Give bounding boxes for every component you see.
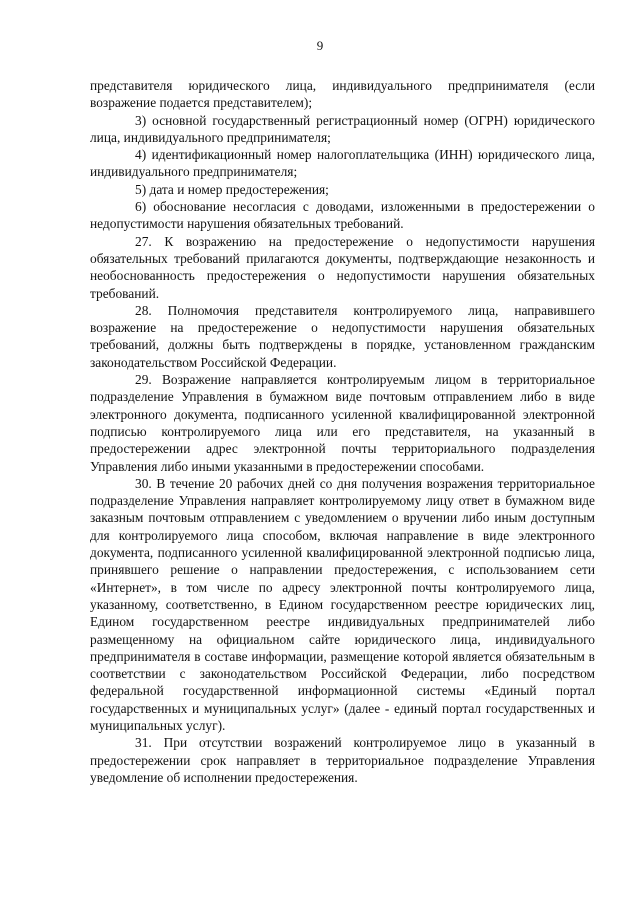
paragraph-item-4: 4) идентификационный номер налогоплательщика (ИНН) юридического лица, индивидуального предпринимателя; bbox=[90, 147, 595, 180]
paragraph-28: 28. Полномочия представителя контролируемого лица, направившего возражение на предостережение о недопустимости нарушения обязательных требований, должны быть подтверждены в порядке, установленном гражданским законодательством Российской Федерации. bbox=[90, 302, 595, 370]
paragraph-item-6: 6) обоснование несогласия с доводами, изложенными в предостережении о недопустимости нарушения обязательных требований. bbox=[90, 199, 595, 232]
paragraph-29: 29. Возражение направляется контролируемым лицом в территориальное подразделение Управления в бумажном виде почтовым отправлением либо в виде электронного документа, подписанного усиленной квалифицированной электронной подписью контролируемого лица или его представителя, на указанный в предостережении адрес электронной почты территориального подразделения Управления либо иными указанными в предостережении способами. bbox=[90, 372, 595, 474]
paragraph-27: 27. К возражению на предостережение о недопустимости нарушения обязательных требований прилагаются документы, подтверждающие незаконность и необоснованность предостережения о недопустимости нарушения обязательных требований. bbox=[90, 233, 595, 301]
paragraph-30: 30. В течение 20 рабочих дней со дня получения возражения территориальное подразделение Управления направляет контролируемому лицу ответ в бумажном виде заказным почтовым отправлением с уведомлением о вручении либо иным доступным для контролируемого лица способом, включая направление в виде электронного документа, подписанного усиленной квалифицированной электронной подписью лица, принявшего решение о направлении предостережения, с использованием сети «Интернет», в том числе по адресу электронной почты контролируемого лица, указанному, соответственно, в Едином государственном реестре юридических лиц, Едином государственном реестре индивидуальных предпринимателей либо размещенному на официальном сайте юридического лица, индивидуального предпринимателя в составе информации, размещение которой является обязательным в соответствии с законодательством Российской Федерации, либо посредством федеральной государственной информационной системы «Единый портал государственных и муниципальных услуг» (далее - единый портал государственных и муниципальных услуг). bbox=[90, 475, 595, 733]
paragraph-continuation: представителя юридического лица, индивидуального предпринимателя (если возражение подается представителем); bbox=[90, 78, 595, 111]
paragraph-31: 31. При отсутствии возражений контролируемое лицо в указанный в предостережении срок направляет в территориальное подразделение Управления уведомление об исполнении предостережения. bbox=[90, 735, 595, 785]
page-number: 9 bbox=[316, 38, 324, 53]
document-body bbox=[90, 77, 595, 786]
paragraph-item-5: 5) дата и номер предостережения; bbox=[135, 181, 329, 197]
paragraph-item-3: 3) основной государственный регистрационный номер (ОГРН) юридического лица, индивидуального предпринимателя; bbox=[90, 112, 595, 145]
